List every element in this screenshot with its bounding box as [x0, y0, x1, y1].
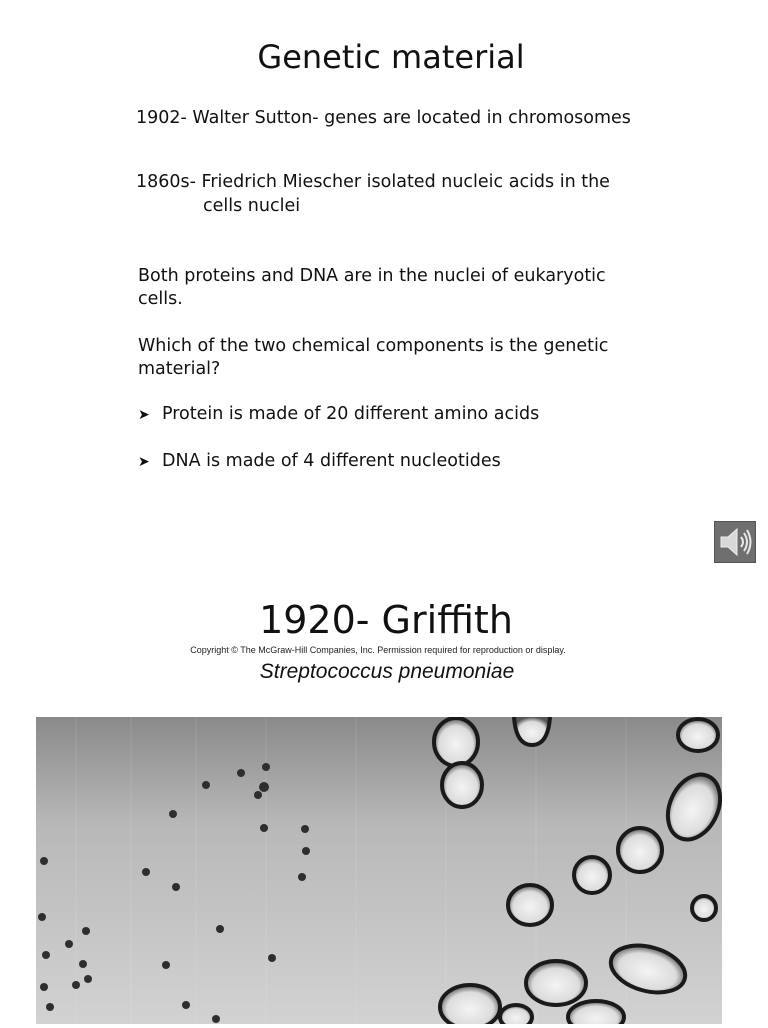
bullet-protein-text: Protein is made of 20 different amino acids: [162, 404, 540, 424]
miescher-line-2: cells nuclei: [203, 196, 301, 216]
bullet-protein: [138, 404, 539, 424]
miescher-line-1: 1860s- Friedrich Miescher isolated nucleic acids in the: [136, 172, 610, 192]
sutton-line: 1902- Walter Sutton- genes are located in chromosomes: [136, 108, 631, 128]
proteins-dna-line-1: Both proteins and DNA are in the nuclei of eukaryotic: [138, 266, 606, 286]
question-line-2: material?: [138, 359, 221, 379]
species-caption: Streptococcus pneumoniae: [259, 660, 515, 683]
question-line-1: Which of the two chemical components is the genetic: [138, 336, 609, 356]
speaker-icon[interactable]: [714, 521, 756, 563]
bullet-dna-text: DNA is made of 4 different nucleotides: [162, 451, 501, 471]
bullet-dna: [138, 451, 501, 471]
slide-title: Genetic material: [257, 38, 525, 76]
arrow-bullet-icon: ➤: [138, 454, 150, 470]
slide-title: 1920- Griffith: [259, 598, 513, 642]
arrow-bullet-icon: ➤: [138, 407, 150, 423]
proteins-dna-line-2: cells.: [138, 289, 183, 309]
copyright-notice: Copyright © The McGraw-Hill Companies, Inc. Permission required for reproduction or display.: [190, 645, 566, 655]
bacteria-micrograph: [36, 717, 722, 1024]
